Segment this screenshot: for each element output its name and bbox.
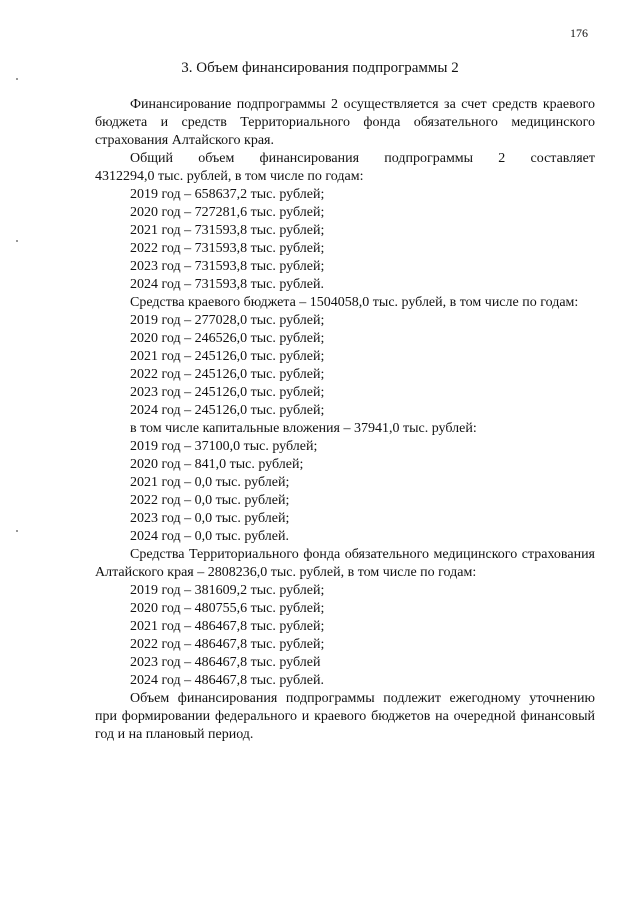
capital-investment-line: в том числе капитальные вложения – 37941,0 тыс. рублей:	[130, 421, 477, 436]
list-item: 2021 год – 486467,8 тыс. рублей;	[130, 619, 325, 634]
list-item: 2023 год – 245126,0 тыс. рублей;	[130, 385, 325, 400]
regional-years-list	[95, 312, 595, 420]
list-item: 2023 год – 731593,8 тыс. рублей;	[130, 259, 325, 274]
scan-speck	[16, 240, 18, 242]
list-item: 2024 год – 245126,0 тыс. рублей;	[130, 403, 325, 418]
list-item: 2019 год – 381609,2 тыс. рублей;	[130, 583, 325, 598]
list-item: 2019 год – 277028,0 тыс. рублей;	[130, 313, 325, 328]
capital-years-list	[95, 438, 595, 546]
intro-paragraph: Финансирование подпрограммы 2 осуществляется за счет средств краевого бюджета и средств Территориального фонда обязательного медицинского страхования Алтайского края.	[95, 97, 595, 148]
list-item: 2022 год – 245126,0 тыс. рублей;	[130, 367, 325, 382]
fund-years-list	[95, 582, 595, 690]
list-item: 2024 год – 486467,8 тыс. рублей.	[130, 673, 324, 688]
page-number: 176	[570, 26, 588, 40]
list-item: 2021 год – 731593,8 тыс. рублей;	[130, 223, 325, 238]
regional-budget-paragraph: Средства краевого бюджета – 1504058,0 тыс. рублей, в том числе по годам:	[130, 295, 579, 310]
total-paragraph-line2: 4312294,0 тыс. рублей, в том числе по годам:	[95, 169, 364, 184]
section-heading: 3. Объем финансирования подпрограммы 2	[181, 60, 459, 76]
scan-speck	[16, 78, 18, 80]
total-paragraph-line1: Общий объем финансирования подпрограммы 2 составляет	[130, 151, 595, 166]
list-item: 2024 год – 731593,8 тыс. рублей.	[130, 277, 324, 292]
list-item: 2019 год – 658637,2 тыс. рублей;	[130, 187, 325, 202]
list-item: 2020 год – 841,0 тыс. рублей;	[130, 457, 304, 472]
total-years-list	[95, 186, 595, 294]
insurance-fund-paragraph: Средства Территориального фонда обязательного медицинского страхования Алтайского края – 2808236,0 тыс. рублей, в том числе по годам:	[95, 547, 595, 580]
list-item: 2020 год – 246526,0 тыс. рублей;	[130, 331, 325, 346]
list-item: 2023 год – 0,0 тыс. рублей;	[130, 511, 290, 526]
list-item: 2021 год – 245126,0 тыс. рублей;	[130, 349, 325, 364]
list-item: 2022 год – 486467,8 тыс. рублей;	[130, 637, 325, 652]
closing-paragraph: Объем финансирования подпрограммы подлежит ежегодному уточнению при формировании федерального и краевого бюджетов на очередной финансовый год и на плановый период.	[95, 691, 595, 742]
document-body	[95, 96, 595, 744]
scan-speck	[16, 530, 18, 532]
list-item: 2020 год – 727281,6 тыс. рублей;	[130, 205, 325, 220]
list-item: 2019 год – 37100,0 тыс. рублей;	[130, 439, 318, 454]
list-item: 2020 год – 480755,6 тыс. рублей;	[130, 601, 325, 616]
list-item: 2022 год – 0,0 тыс. рублей;	[130, 493, 290, 508]
list-item: 2023 год – 486467,8 тыс. рублей	[130, 655, 321, 670]
list-item: 2022 год – 731593,8 тыс. рублей;	[130, 241, 325, 256]
list-item: 2021 год – 0,0 тыс. рублей;	[130, 475, 290, 490]
list-item: 2024 год – 0,0 тыс. рублей.	[130, 529, 289, 544]
